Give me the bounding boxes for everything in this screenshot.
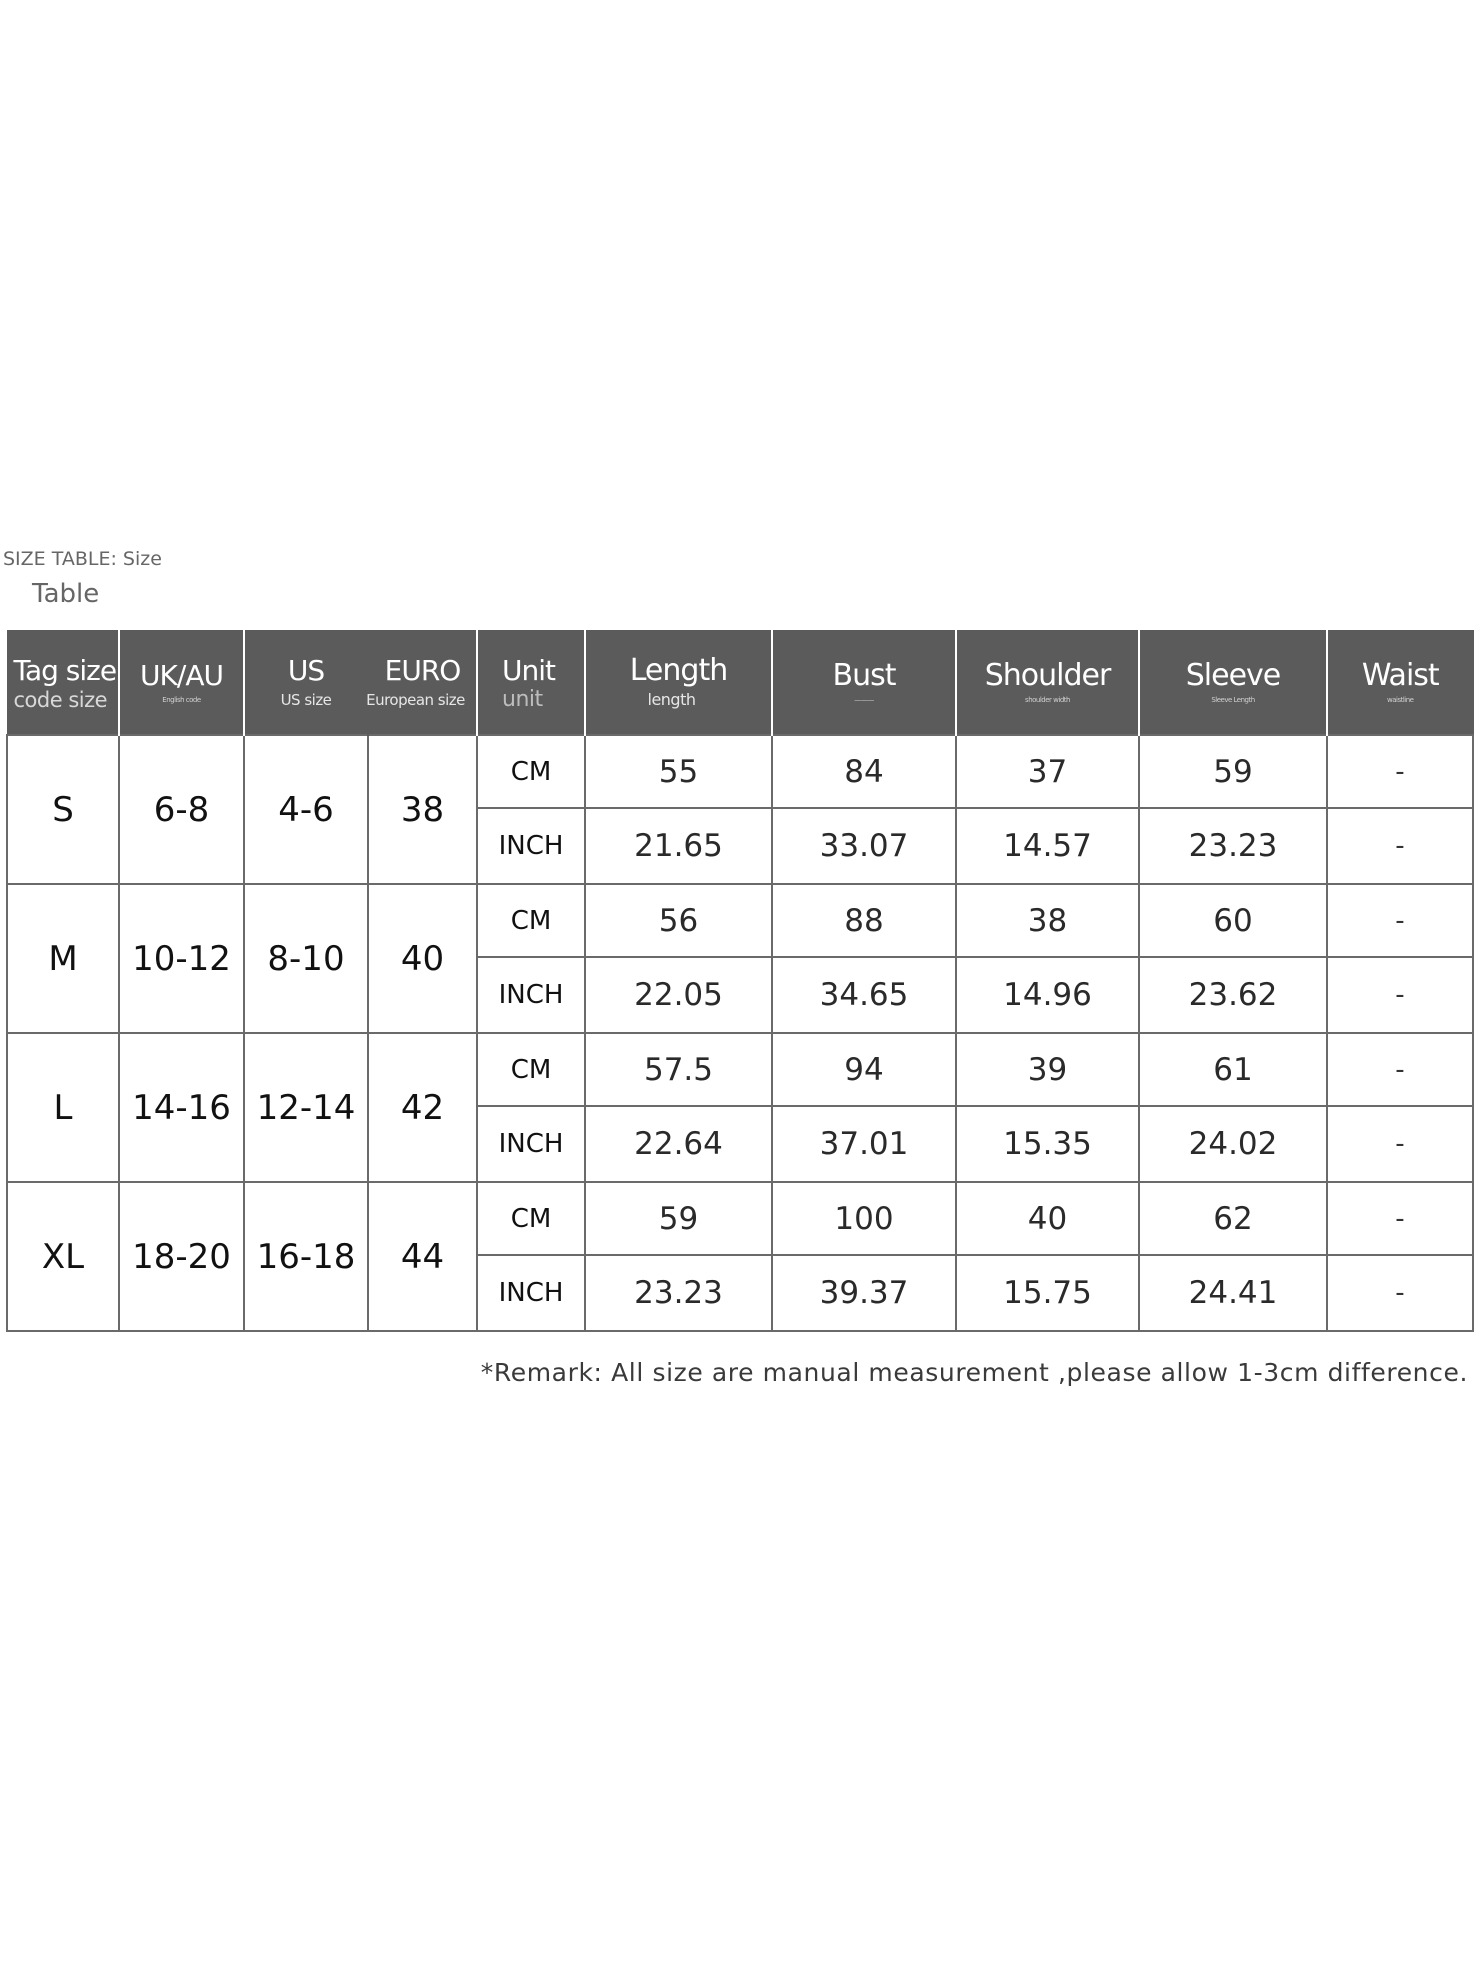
cell-us: 4-6 (244, 735, 368, 884)
caption-line-2: Table (32, 579, 100, 609)
cell-sleeve: 24.02 (1139, 1106, 1327, 1182)
cell-shoulder: 15.75 (956, 1255, 1139, 1331)
cell-waist: - (1327, 884, 1473, 957)
cell-unit: INCH (477, 1106, 585, 1182)
cell-us: 12-14 (244, 1033, 368, 1182)
header-unit (477, 631, 585, 736)
cell-unit: CM (477, 884, 585, 957)
header-euro-sub: European size (366, 690, 465, 709)
cell-euro: 44 (368, 1182, 477, 1331)
measurement-remark: *Remark: All size are manual measurement ,please allow 1-3cm difference. (480, 1358, 1468, 1387)
cell-us: 8-10 (244, 884, 368, 1033)
cell-bust: 100 (772, 1182, 956, 1255)
cell-sleeve: 23.62 (1139, 957, 1327, 1033)
header-bust (772, 631, 956, 736)
cell-shoulder: 37 (956, 735, 1139, 808)
header-shoulder-label: Shoulder (984, 657, 1111, 693)
cell-shoulder: 40 (956, 1182, 1139, 1255)
cell-euro: 42 (368, 1033, 477, 1182)
cell-length: 57.5 (585, 1033, 772, 1106)
header-length-sub: length (647, 689, 696, 709)
header-tag-size-sub: code size (13, 687, 108, 712)
cell-sleeve: 24.41 (1139, 1255, 1327, 1331)
header-waist (1327, 631, 1473, 736)
cell-tag-size: S (7, 735, 119, 884)
header-euro (368, 631, 477, 736)
cell-length: 23.23 (585, 1255, 772, 1331)
table-row-s-cm (7, 735, 1473, 808)
header-sleeve-label: Sleeve (1185, 657, 1281, 693)
size-table (6, 630, 1474, 1332)
cell-tag-size: XL (7, 1182, 119, 1331)
cell-unit: CM (477, 1182, 585, 1255)
cell-uk-au: 14-16 (119, 1033, 244, 1182)
header-shoulder-sub: shoulder width (1025, 695, 1070, 704)
cell-length: 21.65 (585, 808, 772, 884)
cell-bust: 33.07 (772, 808, 956, 884)
header-waist-sub: waistline (1387, 695, 1414, 704)
cell-us: 16-18 (244, 1182, 368, 1331)
cell-unit: CM (477, 1033, 585, 1106)
cell-sleeve: 61 (1139, 1033, 1327, 1106)
cell-tag-size: M (7, 884, 119, 1033)
cell-length: 55 (585, 735, 772, 808)
cell-waist: - (1327, 735, 1473, 808)
header-sleeve-sub: Sleeve Length (1211, 695, 1255, 704)
header-bust-sub: ——— (854, 695, 874, 704)
header-tag-size-label: Tag size (13, 653, 117, 687)
cell-uk-au: 18-20 (119, 1182, 244, 1331)
cell-sleeve: 59 (1139, 735, 1327, 808)
header-uk-au-label: UK/AU (140, 658, 223, 692)
header-length (585, 631, 772, 736)
cell-euro: 38 (368, 735, 477, 884)
cell-bust: 84 (772, 735, 956, 808)
cell-length: 56 (585, 884, 772, 957)
cell-unit: INCH (477, 1255, 585, 1331)
header-length-label: Length (629, 652, 728, 688)
table-row-xl-cm (7, 1182, 1473, 1255)
cell-sleeve: 23.23 (1139, 808, 1327, 884)
cell-sleeve: 62 (1139, 1182, 1327, 1255)
size-table-caption (3, 545, 162, 615)
cell-length: 22.05 (585, 957, 772, 1033)
table-row-l-cm (7, 1033, 1473, 1106)
table-row-m-cm (7, 884, 1473, 957)
cell-waist: - (1327, 957, 1473, 1033)
header-unit-sub: unit (502, 686, 543, 712)
cell-waist: - (1327, 1106, 1473, 1182)
cell-shoulder: 14.57 (956, 808, 1139, 884)
header-euro-label: EURO (384, 653, 461, 687)
cell-shoulder: 38 (956, 884, 1139, 957)
cell-length: 59 (585, 1182, 772, 1255)
cell-unit: INCH (477, 808, 585, 884)
cell-bust: 88 (772, 884, 956, 957)
caption-line-1: SIZE TABLE: Size (3, 548, 162, 570)
header-shoulder (956, 631, 1139, 736)
cell-sleeve: 60 (1139, 884, 1327, 957)
header-bust-label: Bust (832, 657, 896, 693)
cell-waist: - (1327, 1033, 1473, 1106)
cell-shoulder: 15.35 (956, 1106, 1139, 1182)
cell-tag-size: L (7, 1033, 119, 1182)
cell-length: 22.64 (585, 1106, 772, 1182)
table-header-row (7, 631, 1473, 736)
header-us-label: US (287, 653, 325, 687)
cell-unit: INCH (477, 957, 585, 1033)
header-us-sub: US size (280, 690, 332, 709)
header-tag-size (7, 631, 119, 736)
header-sleeve (1139, 631, 1327, 736)
cell-waist: - (1327, 1255, 1473, 1331)
cell-bust: 94 (772, 1033, 956, 1106)
cell-euro: 40 (368, 884, 477, 1033)
cell-unit: CM (477, 735, 585, 808)
header-us (244, 631, 368, 736)
cell-uk-au: 10-12 (119, 884, 244, 1033)
cell-waist: - (1327, 808, 1473, 884)
header-unit-label: Unit (502, 653, 555, 687)
cell-shoulder: 39 (956, 1033, 1139, 1106)
cell-waist: - (1327, 1182, 1473, 1255)
cell-shoulder: 14.96 (956, 957, 1139, 1033)
cell-bust: 34.65 (772, 957, 956, 1033)
cell-bust: 37.01 (772, 1106, 956, 1182)
header-uk-au-sub: English code (162, 695, 201, 704)
cell-uk-au: 6-8 (119, 735, 244, 884)
header-waist-label: Waist (1361, 657, 1439, 693)
header-uk-au (119, 631, 244, 736)
cell-bust: 39.37 (772, 1255, 956, 1331)
